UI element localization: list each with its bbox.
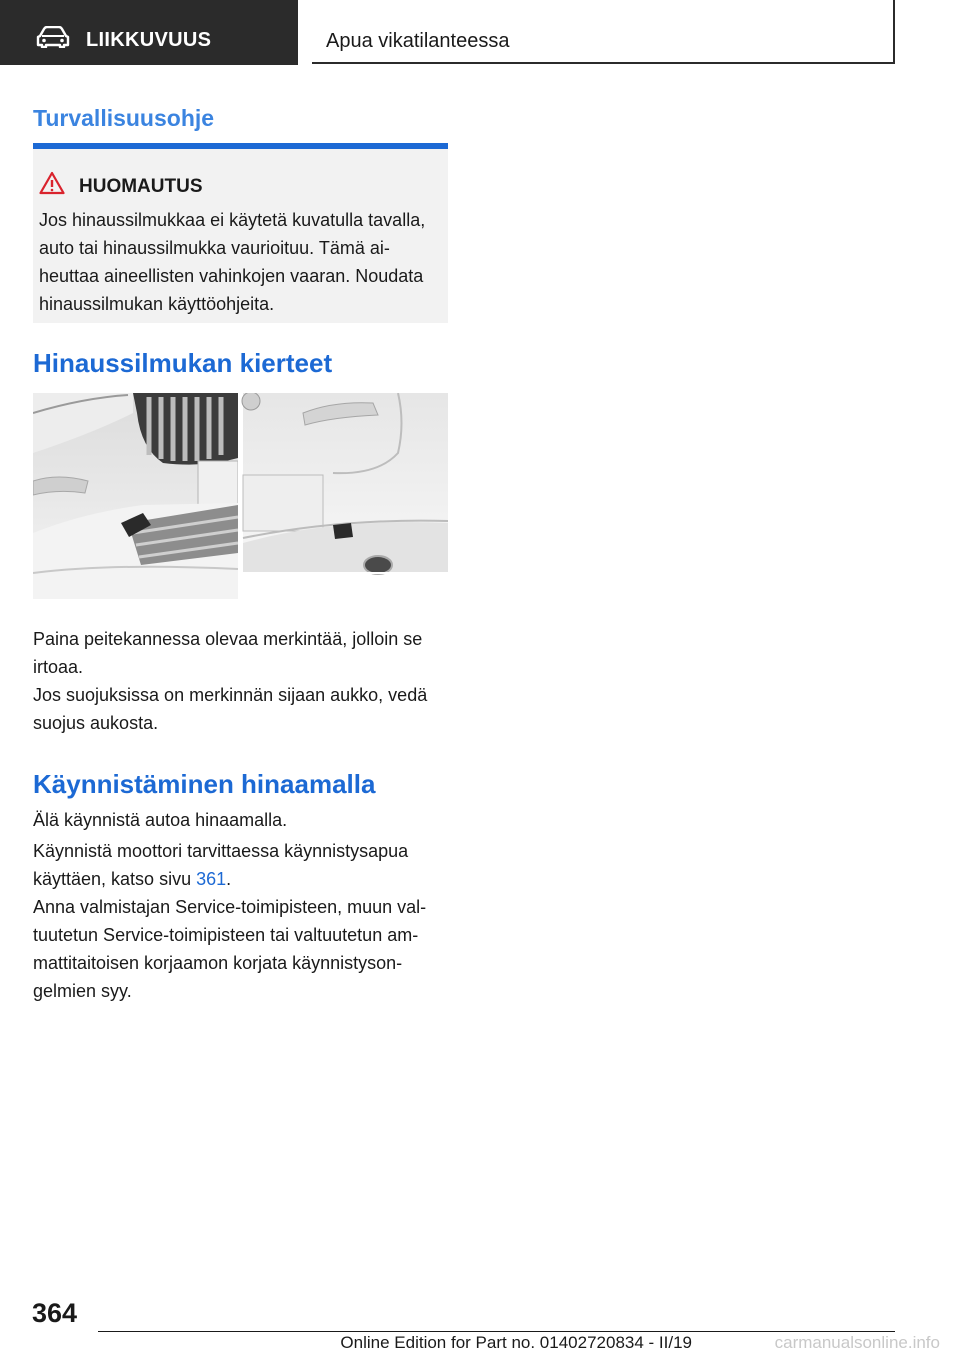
text-line: gelmien syy.	[33, 981, 132, 1001]
notice-line: Jos hinaussilmukkaa ei käytetä kuvatulla tavalla,	[39, 210, 426, 230]
tow-start-paragraph-1: Älä käynnistä autoa hinaamalla.	[33, 810, 288, 830]
notice-line: heuttaa aineellisten vahinkojen vaaran. Noudata	[39, 266, 424, 286]
text-line: Jos suojuksissa on merkinnän sijaan aukko, vedä	[33, 685, 428, 705]
warning-triangle-icon	[39, 171, 65, 195]
tow-eye-cover-illustration	[33, 393, 448, 599]
text-line: Anna valmistajan Service-toimipisteen, muun val-	[33, 897, 427, 917]
text-span: käyttäen, katso sivu	[33, 869, 197, 889]
text-line	[33, 865, 453, 893]
notice-title: HUOMAUTUS	[79, 176, 203, 197]
car-icon	[36, 26, 70, 48]
notice-box	[33, 143, 448, 323]
section-title: LIIKKUVUUS	[86, 29, 212, 51]
notice-text	[39, 206, 443, 318]
text-line: irtoaa.	[33, 657, 84, 677]
threads-heading: Hinaussilmukan kierteet	[33, 348, 333, 378]
threads-paragraph-2	[33, 681, 453, 737]
text-span: .	[226, 869, 232, 889]
page-reference-link[interactable]: 361	[196, 869, 227, 889]
threads-paragraph-1	[33, 625, 453, 681]
text-line: tuutetun Service-toimipisteen tai valtuutetun am-	[33, 925, 419, 945]
tow-start-paragraph-2	[33, 837, 453, 893]
safety-heading: Turvallisuusohje	[33, 105, 215, 131]
chapter-tab	[312, 0, 895, 64]
tow-start-paragraph-3	[33, 893, 453, 1005]
text-line: mattitaitoisen korjaamon korjata käynnistyson-	[33, 953, 403, 973]
footer-rule	[98, 1331, 895, 1332]
edition-note: Online Edition for Part no. 01402720834 - II/19	[340, 1333, 692, 1352]
text-line: suojus aukosta.	[33, 713, 159, 733]
chapter-title: Apua vikatilanteessa	[326, 30, 510, 52]
text-line: Paina peitekannessa olevaa merkintää, jolloin se	[33, 629, 423, 649]
tow-start-heading: Käynnistäminen hinaamalla	[33, 769, 376, 799]
notice-line: auto tai hinaussilmukka vaurioituu. Tämä ai-	[39, 238, 390, 258]
notice-line: hinaussilmukan käyttöohjeita.	[39, 294, 275, 314]
section-tab	[0, 0, 298, 65]
text-line: Käynnistä moottori tarvittaessa käynnistysapua	[33, 841, 409, 861]
watermark: carmanualsonline.info	[774, 1333, 940, 1352]
page-number: 364	[32, 1298, 78, 1328]
